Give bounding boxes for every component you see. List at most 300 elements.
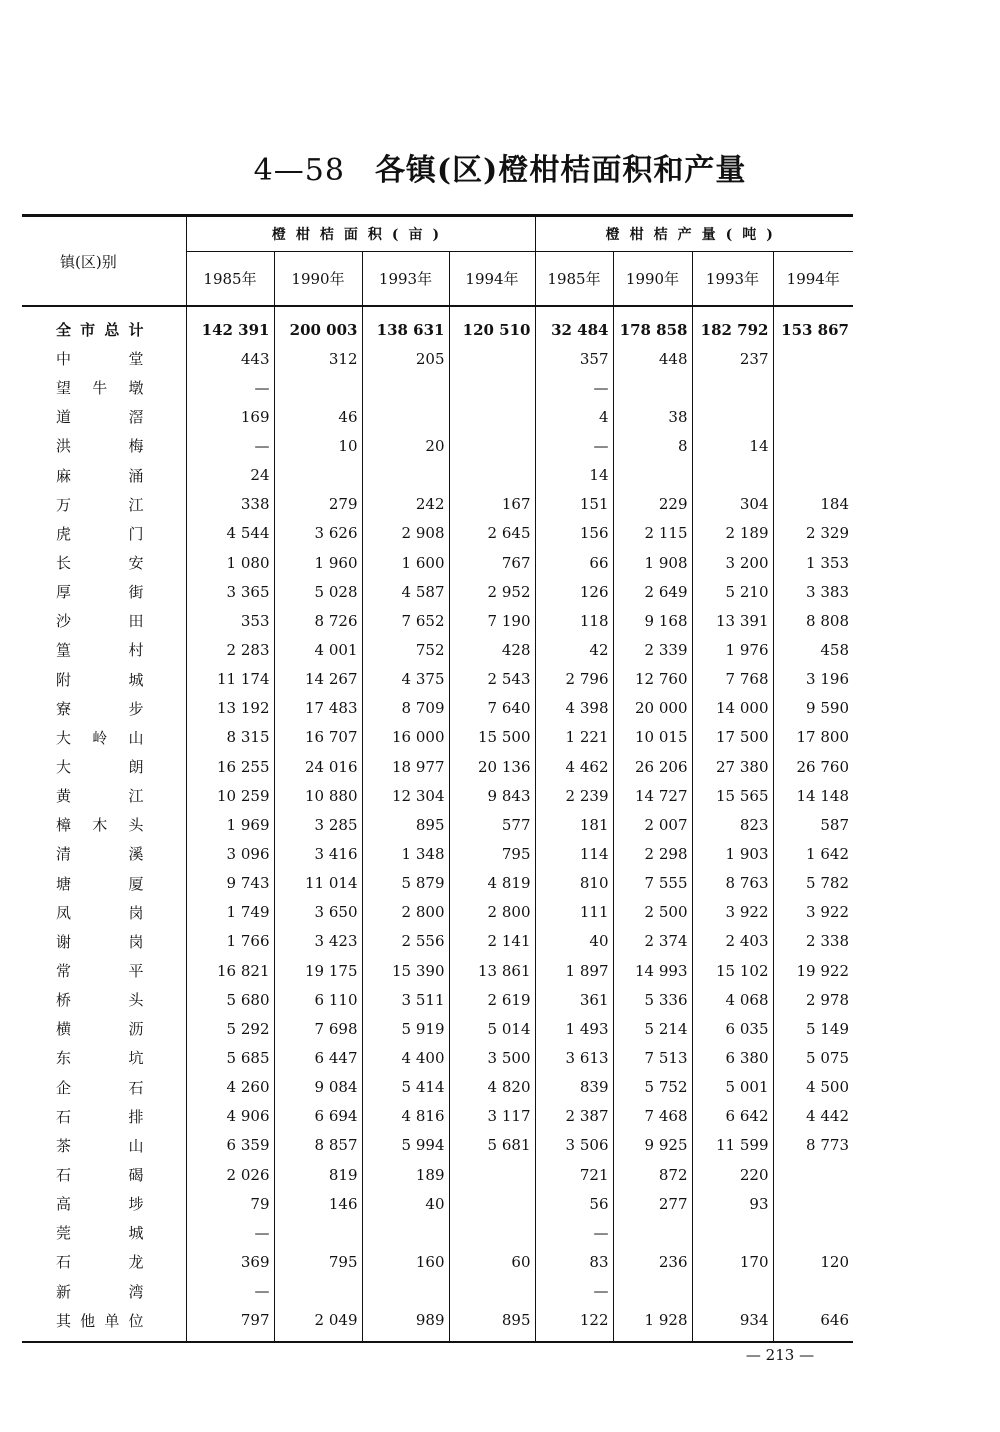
area-cell: 4 260 — [186, 1073, 274, 1102]
area-cell: 1 960 — [274, 548, 362, 577]
data-table — [22, 214, 853, 1343]
yield-cell: 934 — [692, 1306, 773, 1342]
area-cell: 369 — [186, 1247, 274, 1276]
area-cell: 2 543 — [449, 665, 535, 694]
yield-cell: 10 015 — [613, 723, 692, 752]
area-cell: 2 026 — [186, 1160, 274, 1189]
table-title: 各镇(区)橙柑桔面积和产量 — [374, 153, 747, 188]
yield-cell: 3 506 — [535, 1131, 613, 1160]
yield-cell: 182 792 — [692, 306, 773, 344]
yield-cell: 17 500 — [692, 723, 773, 752]
area-cell: 5 292 — [186, 1014, 274, 1043]
area-cell: 3 511 — [362, 985, 449, 1014]
yield-cell: 15 102 — [692, 956, 773, 985]
area-cell: 895 — [449, 1306, 535, 1342]
area-cell: — — [186, 1218, 274, 1247]
area-cell: 5 994 — [362, 1131, 449, 1160]
town-name: 桥头 — [56, 991, 144, 1010]
area-cell: — — [186, 1277, 274, 1306]
yield-cell: 6 035 — [692, 1014, 773, 1043]
table-row — [22, 694, 853, 723]
yield-cell — [773, 431, 853, 460]
area-cell: 4 816 — [362, 1102, 449, 1131]
table-row — [22, 1160, 853, 1189]
yield-cell: 3 922 — [692, 898, 773, 927]
area-cell: 167 — [449, 490, 535, 519]
table-row — [22, 869, 853, 898]
yield-cell: 1 493 — [535, 1014, 613, 1043]
yield-cell: 1 908 — [613, 548, 692, 577]
yield-cell: 83 — [535, 1247, 613, 1276]
table-row — [22, 839, 853, 868]
area-cell: 2 141 — [449, 927, 535, 956]
table-row — [22, 781, 853, 810]
yield-cell: 721 — [535, 1160, 613, 1189]
area-cell: 13 192 — [186, 694, 274, 723]
yield-cell — [773, 373, 853, 402]
table-row — [22, 431, 853, 460]
yield-cell — [613, 1277, 692, 1306]
table-row — [22, 1189, 853, 1218]
table-row — [22, 373, 853, 402]
area-cell — [449, 344, 535, 373]
table-row — [22, 1131, 853, 1160]
yield-cell: 9 925 — [613, 1131, 692, 1160]
area-cell: 8 726 — [274, 606, 362, 635]
yield-cell: 458 — [773, 635, 853, 664]
area-cell: 4 001 — [274, 635, 362, 664]
yield-cell — [613, 373, 692, 402]
yield-cell: 5 149 — [773, 1014, 853, 1043]
yield-cell: 5 210 — [692, 577, 773, 606]
area-cell: 3 423 — [274, 927, 362, 956]
table-row — [22, 1247, 853, 1276]
area-cell: 2 800 — [449, 898, 535, 927]
yield-cell: 2 796 — [535, 665, 613, 694]
yield-cell: 236 — [613, 1247, 692, 1276]
yield-cell: 3 200 — [692, 548, 773, 577]
town-name: 大岭山 — [56, 728, 144, 747]
table-body — [22, 306, 853, 1342]
area-cell: 989 — [362, 1306, 449, 1342]
yield-cell: 151 — [535, 490, 613, 519]
area-cell: 169 — [186, 402, 274, 431]
town-name: 寮步 — [56, 699, 144, 718]
town-name: 凤岗 — [56, 903, 144, 922]
yield-cell: 361 — [535, 985, 613, 1014]
town-name: 新湾 — [56, 1282, 144, 1301]
yield-cell: 4 462 — [535, 752, 613, 781]
yield-cell: 2 500 — [613, 898, 692, 927]
table-row — [22, 490, 853, 519]
town-name: 樟木头 — [56, 816, 144, 835]
town-name: 厚街 — [56, 583, 144, 602]
yield-cell: 14 727 — [613, 781, 692, 810]
yield-cell: — — [535, 1218, 613, 1247]
area-cell: 1 348 — [362, 839, 449, 868]
town-name: 石碣 — [56, 1166, 144, 1184]
yield-cell: 4 068 — [692, 985, 773, 1014]
row-header: 镇(区)别 — [22, 216, 186, 307]
yield-cell: 839 — [535, 1073, 613, 1102]
town-name: 篁村 — [56, 641, 144, 660]
yield-cell: 42 — [535, 635, 613, 664]
table-row — [22, 548, 853, 577]
area-cell: 4 820 — [449, 1073, 535, 1102]
area-cell: 5 879 — [362, 869, 449, 898]
area-cell: 120 510 — [449, 306, 535, 344]
yield-cell — [613, 461, 692, 490]
yield-cell: 122 — [535, 1306, 613, 1342]
area-cell: 242 — [362, 490, 449, 519]
yield-cell: 2 649 — [613, 577, 692, 606]
yield-cell: 2 338 — [773, 927, 853, 956]
town-name: 虎门 — [56, 524, 144, 543]
area-cell: 443 — [186, 344, 274, 373]
area-cell: 8 709 — [362, 694, 449, 723]
yield-cell: 304 — [692, 490, 773, 519]
page-title — [0, 145, 1000, 189]
table-row — [22, 1073, 853, 1102]
yield-cell: 810 — [535, 869, 613, 898]
area-cell: 6 447 — [274, 1043, 362, 1072]
area-cell: 46 — [274, 402, 362, 431]
yield-cell: 13 391 — [692, 606, 773, 635]
yield-cell: 357 — [535, 344, 613, 373]
area-cell: 9 843 — [449, 781, 535, 810]
yield-cell: 38 — [613, 402, 692, 431]
area-cell: 8 315 — [186, 723, 274, 752]
area-cell: 15 500 — [449, 723, 535, 752]
town-name: 洪梅 — [56, 437, 144, 456]
area-cell — [449, 373, 535, 402]
area-group-header: 橙柑桔面积(亩) — [186, 216, 535, 252]
area-cell: 24 016 — [274, 752, 362, 781]
yield-cell: 7 468 — [613, 1102, 692, 1131]
area-cell: 4 587 — [362, 577, 449, 606]
area-cell: 2 952 — [449, 577, 535, 606]
year-header: 1985年 — [535, 252, 613, 307]
yield-cell: 2 239 — [535, 781, 613, 810]
area-cell: 146 — [274, 1189, 362, 1218]
area-cell: 2 645 — [449, 519, 535, 548]
table-row — [22, 1043, 853, 1072]
yield-cell: 587 — [773, 810, 853, 839]
town-name: 茶山 — [56, 1136, 144, 1155]
town-name: 塘厦 — [56, 874, 144, 893]
area-cell: 3 416 — [274, 839, 362, 868]
town-name: 常平 — [56, 962, 144, 981]
town-name: 其他单位 — [22, 1306, 186, 1342]
area-cell: 279 — [274, 490, 362, 519]
yield-group-header: 橙柑桔产量(吨) — [535, 216, 853, 252]
yield-cell: 6 380 — [692, 1043, 773, 1072]
year-header: 1994年 — [773, 252, 853, 307]
table-row — [22, 1277, 853, 1306]
table-row — [22, 402, 853, 431]
town-name: 大朗 — [56, 758, 144, 777]
town-name: 中堂 — [56, 350, 144, 369]
yield-cell — [773, 461, 853, 490]
yield-cell: 27 380 — [692, 752, 773, 781]
yield-cell: 1 221 — [535, 723, 613, 752]
yield-cell: 4 500 — [773, 1073, 853, 1102]
area-cell: 797 — [186, 1306, 274, 1342]
area-cell: 3 500 — [449, 1043, 535, 1072]
area-cell: 2 800 — [362, 898, 449, 927]
area-cell: 4 400 — [362, 1043, 449, 1072]
yield-cell — [692, 1218, 773, 1247]
town-name: 黄江 — [56, 787, 144, 806]
area-cell — [362, 1277, 449, 1306]
yield-cell: 153 867 — [773, 306, 853, 344]
area-cell — [362, 373, 449, 402]
table-row — [22, 1218, 853, 1247]
yield-cell: 2 403 — [692, 927, 773, 956]
area-cell: 8 857 — [274, 1131, 362, 1160]
area-cell: 60 — [449, 1247, 535, 1276]
table-row — [22, 898, 853, 927]
table-row — [22, 635, 853, 664]
area-cell: 16 000 — [362, 723, 449, 752]
area-cell: 3 626 — [274, 519, 362, 548]
town-name: 全市总计 — [56, 321, 144, 339]
area-cell: 1 969 — [186, 810, 274, 839]
town-name: 石排 — [56, 1107, 144, 1126]
yield-cell: 2 298 — [613, 839, 692, 868]
yield-cell: 2 339 — [613, 635, 692, 664]
yield-cell: 111 — [535, 898, 613, 927]
yield-cell — [692, 461, 773, 490]
yield-cell: 448 — [613, 344, 692, 373]
town-name: 望牛墩 — [56, 379, 144, 398]
area-cell: 10 880 — [274, 781, 362, 810]
yield-cell: 114 — [535, 839, 613, 868]
area-cell — [274, 1277, 362, 1306]
yield-cell: 4 442 — [773, 1102, 853, 1131]
area-cell: 767 — [449, 548, 535, 577]
yield-cell: 9 168 — [613, 606, 692, 635]
yield-cell: 8 773 — [773, 1131, 853, 1160]
year-header: 1994年 — [449, 252, 535, 307]
area-cell: 160 — [362, 1247, 449, 1276]
area-cell: 3 365 — [186, 577, 274, 606]
area-cell: 20 136 — [449, 752, 535, 781]
area-cell: 79 — [186, 1189, 274, 1218]
yield-cell: 229 — [613, 490, 692, 519]
area-cell: 138 631 — [362, 306, 449, 344]
area-cell: 2 908 — [362, 519, 449, 548]
area-cell: 19 175 — [274, 956, 362, 985]
area-cell — [449, 402, 535, 431]
yield-cell: 1 353 — [773, 548, 853, 577]
yield-cell: 32 484 — [535, 306, 613, 344]
area-cell — [449, 1160, 535, 1189]
table-row — [22, 665, 853, 694]
yield-cell: 120 — [773, 1247, 853, 1276]
yield-cell: 7 768 — [692, 665, 773, 694]
yield-cell: 5 075 — [773, 1043, 853, 1072]
yield-cell: 126 — [535, 577, 613, 606]
yield-cell: 118 — [535, 606, 613, 635]
area-cell: 795 — [449, 839, 535, 868]
yield-cell: 2 978 — [773, 985, 853, 1014]
yield-cell — [773, 1189, 853, 1218]
table-row — [22, 810, 853, 839]
yield-cell: 8 — [613, 431, 692, 460]
yield-cell: 156 — [535, 519, 613, 548]
yield-cell: 4 — [535, 402, 613, 431]
table-row — [22, 985, 853, 1014]
yield-cell: 2 115 — [613, 519, 692, 548]
area-cell: 5 028 — [274, 577, 362, 606]
yield-cell: 3 922 — [773, 898, 853, 927]
town-name: 道滘 — [56, 408, 144, 427]
area-cell: 142 391 — [186, 306, 274, 344]
area-cell: 11 174 — [186, 665, 274, 694]
table-row — [22, 1014, 853, 1043]
area-cell: 16 255 — [186, 752, 274, 781]
area-cell: 10 259 — [186, 781, 274, 810]
area-cell — [362, 1218, 449, 1247]
table-number: 4—58 — [253, 153, 345, 188]
year-header: 1993年 — [362, 252, 449, 307]
town-name: 企石 — [56, 1078, 144, 1097]
table-row — [22, 927, 853, 956]
yield-cell: 646 — [773, 1306, 853, 1342]
area-cell: 5 685 — [186, 1043, 274, 1072]
town-name: 清溪 — [56, 845, 144, 864]
yield-cell — [692, 402, 773, 431]
yield-cell: 277 — [613, 1189, 692, 1218]
area-cell: 24 — [186, 461, 274, 490]
yield-cell: 823 — [692, 810, 773, 839]
town-name: 附城 — [56, 670, 144, 689]
area-cell: 6 359 — [186, 1131, 274, 1160]
yield-cell: 184 — [773, 490, 853, 519]
yield-cell: 2 329 — [773, 519, 853, 548]
yield-cell: 40 — [535, 927, 613, 956]
yield-cell: 5 336 — [613, 985, 692, 1014]
area-cell: 4 906 — [186, 1102, 274, 1131]
area-cell: 5 414 — [362, 1073, 449, 1102]
table-row — [22, 1102, 853, 1131]
area-cell: 9 084 — [274, 1073, 362, 1102]
town-name: 石龙 — [56, 1253, 144, 1272]
yield-cell — [692, 373, 773, 402]
area-cell — [449, 1277, 535, 1306]
yield-cell — [692, 1277, 773, 1306]
area-cell: 1 766 — [186, 927, 274, 956]
yield-cell: 12 760 — [613, 665, 692, 694]
yield-cell: 14 148 — [773, 781, 853, 810]
yield-cell: 2 189 — [692, 519, 773, 548]
area-cell: 5 681 — [449, 1131, 535, 1160]
area-cell: 752 — [362, 635, 449, 664]
table-row — [22, 752, 853, 781]
area-cell: 577 — [449, 810, 535, 839]
yield-cell: 14 000 — [692, 694, 773, 723]
area-cell: 5 014 — [449, 1014, 535, 1043]
town-name: 万江 — [56, 495, 144, 514]
area-cell: 3 117 — [449, 1102, 535, 1131]
area-cell: 3 096 — [186, 839, 274, 868]
area-cell: 14 267 — [274, 665, 362, 694]
area-cell: 2 619 — [449, 985, 535, 1014]
area-cell: 11 014 — [274, 869, 362, 898]
yield-cell: — — [535, 1277, 613, 1306]
yield-cell: 5 782 — [773, 869, 853, 898]
area-cell: 1 080 — [186, 548, 274, 577]
yield-cell: 56 — [535, 1189, 613, 1218]
year-header: 1990年 — [274, 252, 362, 307]
area-cell — [449, 1218, 535, 1247]
yield-cell: 1 976 — [692, 635, 773, 664]
yield-cell: 178 858 — [613, 306, 692, 344]
yield-cell: 5 752 — [613, 1073, 692, 1102]
yield-cell — [773, 402, 853, 431]
yield-cell: 14 993 — [613, 956, 692, 985]
area-cell: 4 544 — [186, 519, 274, 548]
area-cell: 7 698 — [274, 1014, 362, 1043]
area-cell: 5 919 — [362, 1014, 449, 1043]
area-cell: 3 285 — [274, 810, 362, 839]
yield-cell — [773, 1277, 853, 1306]
yield-cell: 3 196 — [773, 665, 853, 694]
yield-cell: 1 928 — [613, 1306, 692, 1342]
yield-cell: 237 — [692, 344, 773, 373]
yield-cell: 1 903 — [692, 839, 773, 868]
yield-cell: 3 383 — [773, 577, 853, 606]
area-cell: 6 694 — [274, 1102, 362, 1131]
yield-cell: 26 760 — [773, 752, 853, 781]
yield-cell: 5 214 — [613, 1014, 692, 1043]
yield-cell: 7 513 — [613, 1043, 692, 1072]
yield-cell: 66 — [535, 548, 613, 577]
town-name: 长安 — [56, 554, 144, 573]
area-cell: 9 743 — [186, 869, 274, 898]
year-header: 1985年 — [186, 252, 274, 307]
area-cell: 4 375 — [362, 665, 449, 694]
area-cell: 16 821 — [186, 956, 274, 985]
area-cell: 16 707 — [274, 723, 362, 752]
town-name: 沙田 — [56, 612, 144, 631]
area-cell: 2 049 — [274, 1306, 362, 1342]
area-cell: 17 483 — [274, 694, 362, 723]
area-cell — [274, 461, 362, 490]
table-row — [22, 344, 853, 373]
area-cell: 312 — [274, 344, 362, 373]
yield-cell: — — [535, 373, 613, 402]
yield-cell — [613, 1218, 692, 1247]
area-cell: 7 190 — [449, 606, 535, 635]
town-name: 谢岗 — [56, 932, 144, 951]
yield-cell: 1 897 — [535, 956, 613, 985]
area-cell — [449, 1189, 535, 1218]
area-cell: 895 — [362, 810, 449, 839]
area-cell: 795 — [274, 1247, 362, 1276]
yield-cell: 2 387 — [535, 1102, 613, 1131]
yield-cell: 26 206 — [613, 752, 692, 781]
town-name: 横沥 — [56, 1020, 144, 1039]
town-name: 高埗 — [56, 1195, 144, 1214]
table-row — [22, 1306, 853, 1342]
area-cell: 338 — [186, 490, 274, 519]
area-cell: 3 650 — [274, 898, 362, 927]
yield-cell: 14 — [692, 431, 773, 460]
table-row — [22, 461, 853, 490]
yield-cell: 2 374 — [613, 927, 692, 956]
